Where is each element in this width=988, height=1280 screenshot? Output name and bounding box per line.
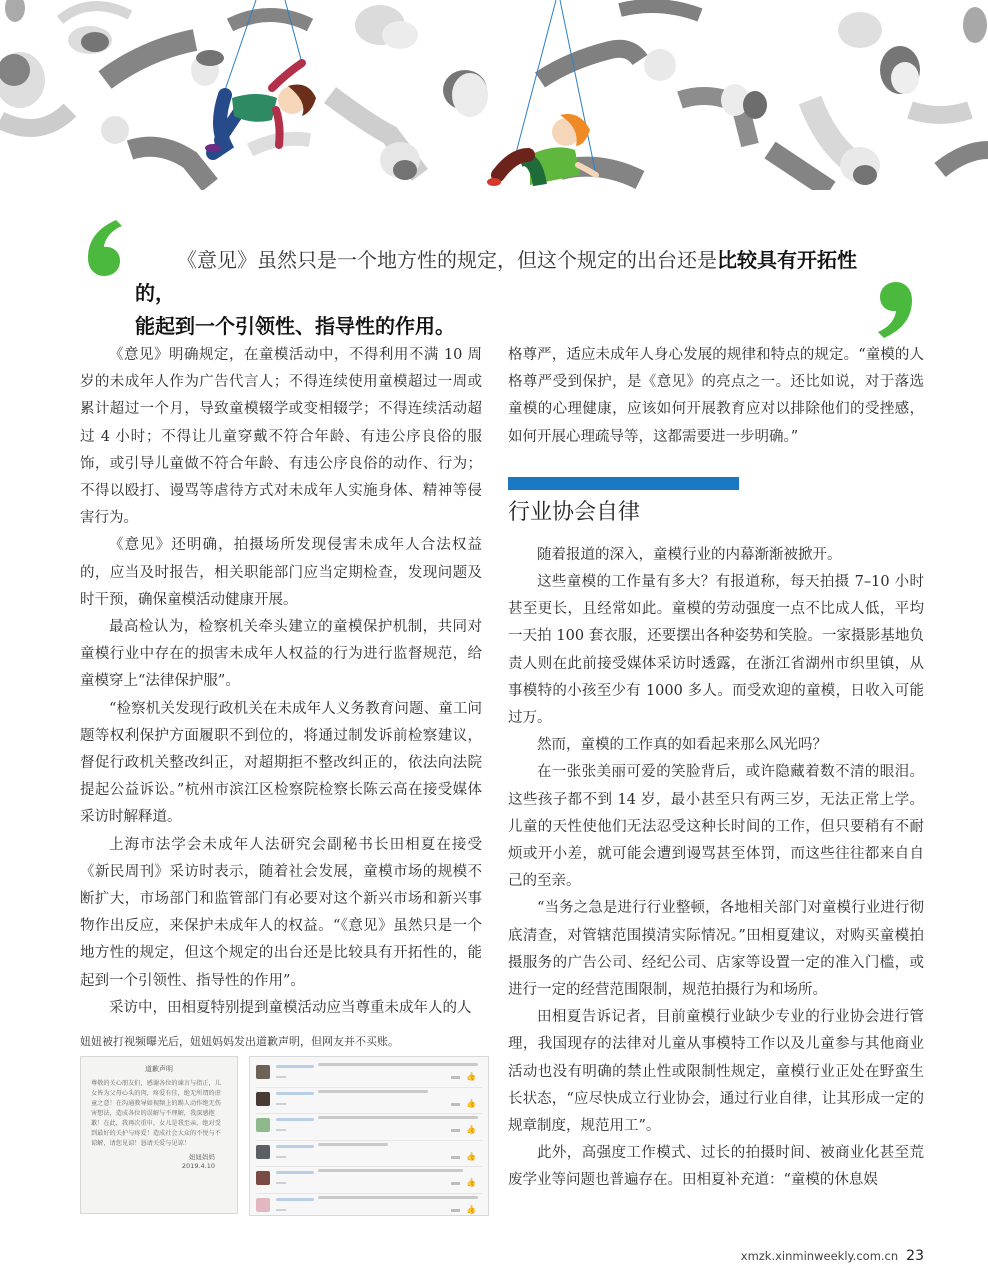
avatar [256, 1118, 270, 1132]
thumbs-up-icon: 👍 [466, 1072, 476, 1082]
page-footer [710, 1246, 924, 1265]
paragraph: “当务之急是进行行业整顿，各地相关部门对童模行业进行彻底清查，对管辖范围摸清实际情况。”田相夏建议，对购买童模拍摄服务的广告公司、经纪公司、店家等设置一定的准入门槛，或进行一定的经营范围限制，规范拍摄行为和场所。 [508, 900, 924, 999]
paragraph: 在一张张美丽可爱的笑脸背后，或许隐藏着数不清的眼泪。这些孩子都不到 14 岁，最小甚至只有两三岁，无法正常上学。儿童的天性使他们无法忍受这种长时间的工作，但只要稍有不耐烦或开小差，就可能会遭到谩骂甚至体罚，而这些往往都来自自己的至亲。 [508, 764, 924, 890]
letter-signer: 妞妞妈妈 [189, 1153, 215, 1162]
thumbs-up-icon: 👍 [466, 1125, 476, 1135]
thumbs-up-icon: 👍 [466, 1151, 476, 1161]
website-url: xmzk.xinminweekly.com.cn [740, 1249, 899, 1263]
grey-children-pattern [0, 0, 988, 190]
paragraph: 田相夏告诉记者，目前童模行业缺少专业的行业协会进行管理，我国现存的法律对儿童从事模特工作以及儿童参与其他商业活动也没有明确的禁止性或限制性规定，童模行业正处在野蛮生长状态，“应尽快成立行业协会，通过行业自律，让其形成一定的规章制度，规范用工”。 [508, 1009, 924, 1135]
comment-time [276, 1076, 286, 1078]
avatar [256, 1171, 270, 1185]
pull-quote [80, 218, 920, 338]
thumbs-up-icon: 👍 [466, 1098, 476, 1108]
thumbs-up-icon: 👍 [466, 1178, 476, 1188]
reply-button [451, 1209, 460, 1212]
comment-username [276, 1198, 314, 1201]
apology-letter-image [80, 1056, 238, 1214]
comment-text [318, 1196, 478, 1199]
section-title: 行业协会自律 [508, 499, 641, 525]
reply-button [451, 1076, 460, 1079]
paragraph: 采访中，田相夏特别提到童模活动应当尊重未成年人的人 [109, 999, 472, 1016]
pull-quote-bold-1: 比较具有开拓性的， [135, 248, 857, 305]
paragraph: “检察机关发现行政机关在未成年人义务教育问题、童工问题等权利保护方面履职不到位的，将通过制发诉前检察建议，督促行政机关整改纠正，对超期拒不整改纠正的，依法向法院提起公益诉讼。”杭州市滨江区检察院检察长陈云高在接受媒体采访时解释道。 [80, 700, 482, 826]
reply-button [451, 1103, 460, 1106]
paragraph: 然而，童模的工作真的如看起来那么风光吗？ [537, 737, 827, 754]
avatar [256, 1145, 270, 1159]
comment-text [318, 1090, 428, 1093]
comment-item [256, 1194, 482, 1220]
figure-photos [80, 1056, 482, 1216]
thumbs-up-icon: 👍 [466, 1204, 476, 1214]
paragraph: 此外，高强度工作模式、过长的拍摄时间、被商业化甚至荒废学业等问题也普遍存在。田相夏补充道：“童模的休息娱 [508, 1145, 924, 1189]
comment-text [318, 1116, 478, 1119]
paragraph: 这些童模的工作量有多大？有报道称，每天拍摄 7–10 小时甚至更长，且经常如此。童模的劳动强度一点不比成人低，平均一天拍 100 套衣服，还要摆出各种姿势和笑脸。一家摄影基地负责人则在此前接受媒体采访时透露，在浙江省湖州市织里镇，从事模特的小孩至少有 1000 多人。而受欢迎的童模，日收入可能过万。 [508, 574, 924, 727]
banner-illustration [0, 0, 988, 190]
comment-text [318, 1143, 388, 1146]
right-column [508, 342, 924, 1195]
marionette-children-illustration [0, 0, 988, 190]
left-column [80, 342, 482, 1216]
pull-quote-regular: 《意见》虽然只是一个地方性的规定，但这个规定的出台还是 [177, 248, 717, 272]
letter-signature [91, 1153, 227, 1171]
reply-button [451, 1156, 460, 1159]
letter-date: 2019.4.10 [181, 1162, 215, 1171]
comment-time [276, 1182, 286, 1184]
comment-time [276, 1103, 286, 1105]
paragraph: 格尊严，适应未成年人身心发展的规律和特点的规定。“童模的人格尊严受到保护，是《意见》的亮点之一。还比如说，对于落选童模的心理健康，应该如何开展教育应对以排除他们的受挫感，如何开展心理疏导等，这都需要进一步明确。” [508, 347, 924, 445]
pull-quote-text [135, 244, 875, 343]
letter-title: 道歉声明 [145, 1065, 173, 1074]
comment-text [318, 1169, 463, 1172]
comments-screenshot-image [249, 1056, 489, 1216]
comment-item [256, 1167, 482, 1194]
comment-username [276, 1171, 314, 1174]
comment-item [256, 1141, 482, 1168]
paragraph: 随着报道的深入，童模行业的内幕渐渐被掀开。 [537, 546, 842, 563]
comment-time [276, 1129, 286, 1131]
paragraph: 上海市法学会未成年人法研究会副秘书长田相夏在接受《新民周刊》采访时表示，随着社会发展，童模市场的规模不断扩大，市场部门和监管部门有必要对这个新兴市场和新兴事物作出反应，来保护未成年人的权益。“《意见》虽然只是一个地方性的规定，但这个规定的出台还是比较具有开拓性的，能起到一个引领性、指导性的作用”。 [80, 836, 482, 989]
letter-body: 尊敬的关心朋友们，感谢各位的谏言与指正，儿女皆为父母心头的肉，疼爱有佳，绝无所谓的虐童之意！在沟通教导如视频上的踢人动作绝无伤害想法，造成各位的误解与不理解，我深感抱歉！在此，我再次重申，女儿是我至亲，绝对受到最好的关护与疼爱！造成社会大众的不悦与不谅解，请您见谅！恳请关爱与见谅！ [91, 1080, 221, 1148]
paragraph: 《意见》明确规定，在童模活动中，不得利用不满 10 周岁的未成年人作为广告代言人；不得连续使用童模超过一周或累计超过一个月，导致童模辍学或变相辍学；不得连续活动超过 4 小时；不得让儿童穿戴不符合年龄、有违公序良俗的服饰，或引导儿童做不符合年龄、有违公序良俗的动作、行为；不得以殴打、谩骂等虐待方式对未成年人实施身体、精神等侵害行为。 [80, 347, 482, 527]
comment-username [276, 1145, 314, 1148]
comment-item [256, 1114, 482, 1141]
section-bar [508, 477, 739, 490]
pull-quote-bold-2: 能起到一个引领性、指导性的作用。 [135, 314, 455, 338]
avatar [256, 1092, 270, 1106]
reply-button [451, 1129, 460, 1132]
close-quote-mark-icon [874, 280, 920, 340]
open-quote-mark-icon [80, 218, 126, 278]
reply-button [451, 1182, 460, 1185]
comment-username [276, 1092, 314, 1095]
paragraph: 最高检认为，检察机关牵头建立的童模保护机制，共同对童模行业中存在的损害未成年人权益的行为进行监督规范，给童模穿上“法律保护服”。 [80, 619, 482, 690]
comment-username [276, 1065, 314, 1068]
avatar [256, 1198, 270, 1212]
comment-item [256, 1061, 482, 1088]
comment-item [256, 1088, 482, 1115]
paragraph: 《意见》还明确，拍摄场所发现侵害未成年人合法权益的，应当及时报告，相关职能部门应当定期检查，发现问题及时干预，确保童模活动健康开展。 [80, 537, 482, 608]
comment-username [276, 1118, 314, 1121]
avatar [256, 1065, 270, 1079]
comment-text [318, 1063, 478, 1066]
page-number: 23 [906, 1248, 924, 1264]
figure-caption: 妞妞被打视频曝光后，妞妞妈妈发出道歉声明，但网友并不买账。 [80, 1035, 399, 1049]
comment-time [276, 1156, 286, 1158]
comment-time [276, 1209, 286, 1211]
